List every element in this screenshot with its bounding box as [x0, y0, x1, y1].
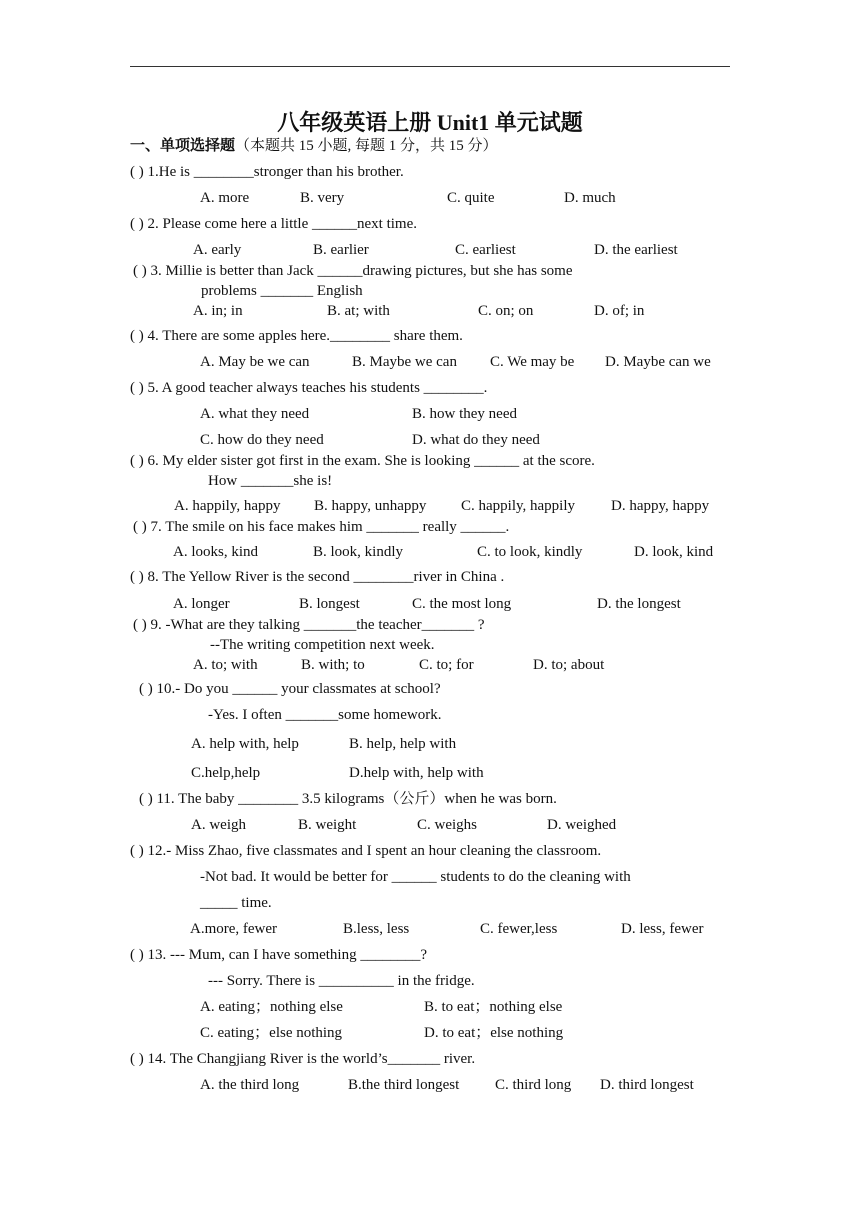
option: C. on; on: [478, 303, 534, 319]
option: D. the longest: [597, 596, 681, 612]
option: A.more, fewer: [190, 921, 278, 937]
question-stem-continued: --- Sorry. There is __________ in the fridge.: [208, 973, 475, 989]
question-stem-continued: -Yes. I often _______some homework.: [208, 707, 442, 723]
option: A. to; with: [193, 657, 258, 673]
option: A. what they need: [200, 406, 310, 422]
question-stem: ( ) 5. A good teacher always teaches his students ________.: [130, 380, 488, 396]
option: A. May be we can: [200, 354, 310, 370]
question-stem: ( ) 10.- Do you ______ your classmates at school?: [139, 681, 441, 697]
option: D. third longest: [600, 1077, 694, 1093]
option: D. happy, happy: [611, 498, 710, 514]
question-stem: ( ) 13. --- Mum, can I have something ________?: [130, 947, 428, 963]
question-stem: ( ) 9. -What are they talking _______the teacher_______ ?: [133, 617, 485, 633]
question-stem: ( ) 8. The Yellow River is the second ________river in China .: [130, 569, 505, 585]
option: B. happy, unhappy: [314, 498, 427, 514]
option: D. to; about: [533, 657, 605, 673]
option: D. much: [564, 190, 616, 206]
section-heading: [130, 137, 498, 155]
option: B. weight: [298, 817, 357, 833]
page-title: 八年级英语上册 Unit1 单元试题: [277, 110, 583, 135]
option: C. to; for: [419, 657, 474, 673]
option: A. happily, happy: [174, 498, 281, 514]
option: D. to eat；else nothing: [424, 1025, 564, 1041]
option: D. what do they need: [412, 432, 540, 448]
question-stem: ( ) 7. The smile on his face makes him _______ really ______.: [133, 519, 510, 535]
option: C. third long: [495, 1077, 572, 1093]
question-stem-continued: problems _______ English: [201, 283, 363, 299]
section-name: 一、单项选择题: [130, 138, 236, 154]
question-stem-continued: _____ time.: [200, 895, 272, 911]
option: D. the earliest: [594, 242, 678, 258]
option: A. eating；nothing else: [200, 999, 343, 1015]
option: B. Maybe we can: [352, 354, 457, 370]
option: B.less, less: [343, 921, 410, 937]
question-stem: ( ) 11. The baby ________ 3.5 kilograms（公斤）when he was born.: [139, 791, 557, 807]
question-stem: ( ) 12.- Miss Zhao, five classmates and I spent an hour cleaning the classroom.: [130, 843, 602, 859]
option: A. looks, kind: [173, 544, 259, 560]
option: A. the third long: [200, 1077, 300, 1093]
option: B. at; with: [327, 303, 390, 319]
option: C. earliest: [455, 242, 516, 258]
option: D. weighed: [547, 817, 617, 833]
option: D. of; in: [594, 303, 645, 319]
option: B. look, kindly: [313, 544, 404, 560]
option: B. how they need: [412, 406, 517, 422]
option: B. help, help with: [349, 736, 457, 752]
option: A. in; in: [193, 303, 243, 319]
option: B. to eat；nothing else: [424, 999, 563, 1015]
option: C. the most long: [412, 596, 512, 612]
option: B.the third longest: [348, 1077, 460, 1093]
option: A. help with, help: [191, 736, 299, 752]
option: C. We may be: [490, 354, 575, 370]
option: A. longer: [173, 596, 230, 612]
option: D.help with, help with: [349, 765, 484, 781]
question-stem: ( ) 2. Please come here a little ______next time.: [130, 216, 417, 232]
question-stem: ( ) 4. There are some apples here.________ share them.: [130, 328, 463, 344]
option: C.help,help: [191, 765, 261, 781]
option: D. less, fewer: [621, 921, 704, 937]
option: B. earlier: [313, 242, 369, 258]
question-stem-continued: How _______she is!: [208, 473, 333, 489]
section-note: （本题共 15 小题, 每题 1 分，共 15 分）: [235, 138, 498, 154]
option: C. eating；else nothing: [200, 1025, 343, 1041]
option: A. early: [193, 242, 242, 258]
option: B. longest: [299, 596, 360, 612]
option: B. with; to: [301, 657, 365, 673]
option: D. look, kind: [634, 544, 714, 560]
question-stem: ( ) 6. My elder sister got first in the exam. She is looking ______ at the score.: [130, 453, 595, 469]
question-stem: ( ) 3. Millie is better than Jack ______drawing pictures, but she has some: [133, 263, 573, 279]
option: C. weighs: [417, 817, 477, 833]
option: C. happily, happily: [461, 498, 576, 514]
option: D. Maybe can we: [605, 354, 711, 370]
question-stem: ( ) 14. The Changjiang River is the world’s_______ river.: [130, 1051, 476, 1067]
question-stem-continued: -Not bad. It would be better for ______ students to do the cleaning with: [200, 869, 631, 885]
option: C. fewer,less: [480, 921, 558, 937]
option: A. weigh: [191, 817, 246, 833]
option: C. quite: [447, 190, 495, 206]
question-stem-continued: --The writing competition next week.: [210, 637, 435, 653]
top-divider: [130, 66, 730, 67]
option: A. more: [200, 190, 250, 206]
option: C. to look, kindly: [477, 544, 583, 560]
question-stem: ( ) 1.He is ________stronger than his brother.: [130, 164, 404, 180]
option: B. very: [300, 190, 345, 206]
option: C. how do they need: [200, 432, 324, 448]
